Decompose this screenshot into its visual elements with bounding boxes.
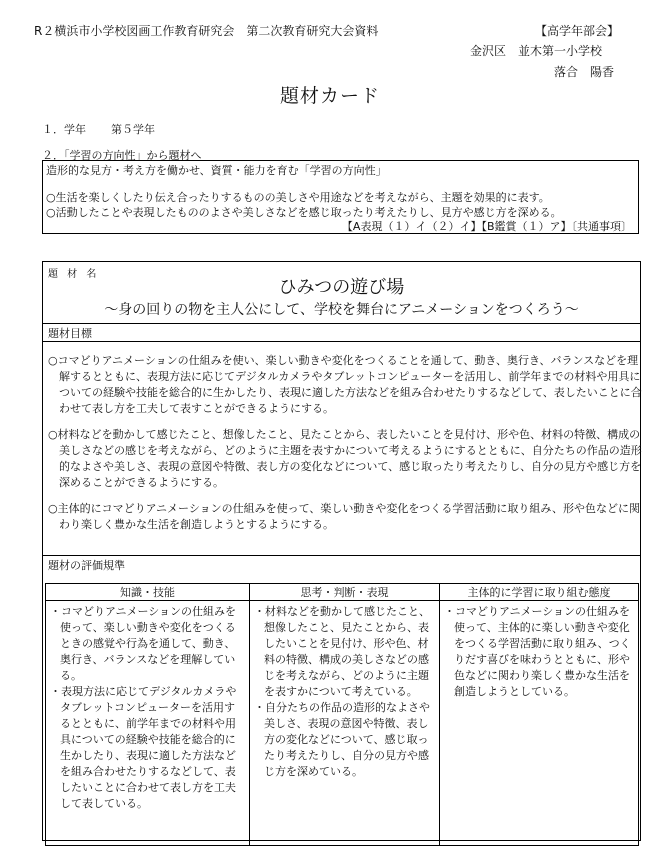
goals-header bbox=[43, 323, 640, 342]
eval-criterion: ・材料などを動かして感じたこと、想像したこと、見たことから、表したいことを見付け、形や色、材料の特徴、構成の美しさなどの感じを考えながら、どのように主題を表すかについて考えている。 bbox=[254, 605, 430, 698]
direction-box bbox=[42, 160, 639, 234]
eval-header-attitude: 主体的に学習に取り組む態度 bbox=[440, 584, 639, 601]
meeting-title: R２横浜市小学校図画工作教育研究会 第二次教育研究大会資料 bbox=[34, 24, 379, 38]
topic-row bbox=[43, 262, 640, 324]
school-name: 金沢区 並木第一小学校 bbox=[470, 44, 603, 58]
goals-section bbox=[43, 342, 640, 556]
eval-criterion: ・コマどりアニメーションの仕組みを使って、楽しい動きや変化をつくるときの感覚や行為を通して、動き、奥行き、バランスなどを理解している。 bbox=[50, 605, 237, 682]
eval-header-knowledge: 知識・技能 bbox=[46, 584, 250, 601]
eval-cell-thinking bbox=[250, 601, 440, 846]
topic-card bbox=[42, 261, 641, 841]
direction-item: ○活動したことや表現したもののよさや美しさなどを感じ取ったり考えたりし、見方や感じ方を深める。 bbox=[46, 206, 562, 219]
evaluation-header bbox=[43, 555, 640, 575]
teacher-name: 落合 陽香 bbox=[554, 65, 615, 79]
curriculum-reference: 【A表現（１）イ（２）イ】【B鑑賞（１）ア】〔共通事項〕 bbox=[341, 220, 632, 233]
grade-value: 第５学年 bbox=[111, 123, 155, 136]
grade-label: １．学年 bbox=[42, 123, 86, 136]
eval-criterion: ・自分たちの作品の造形的なよさや美しさ、表現の意図や特徴、表し方の変化などについて、感じ取ったり考えたりし、自分の見方や感じ方を深めている。 bbox=[254, 701, 430, 778]
topic-subtitle: ～身の回りの物を主人公にして、学校を舞台にアニメーションをつくろう～ bbox=[104, 302, 579, 318]
goals-label: 題材目標 bbox=[48, 327, 92, 340]
document-title: 題材カード bbox=[280, 85, 381, 107]
goal-item: ○コマどりアニメーションの仕組みを使い、楽しい動きや変化をつくることを通して、動き、奥行き、バランスなどを理解するとともに、表現方法に応じてデジタルカメラやタブレットコンピューターを活用し、前学年までの材料や用具についての経験や技能を総合的に生かしたり、表現に適した方法などを組み合わせたりするなどして、表したいことに合わせて表し方を工夫して表すことができるようにする。 bbox=[48, 354, 642, 415]
evaluation-label: 題材の評価規準 bbox=[48, 559, 125, 572]
direction-label: ２．「学習の方向性」から題材へ bbox=[42, 149, 202, 162]
eval-criterion: ・表現方法に応じてデジタルカメラやタブレットコンピューターを活用するとともに、前学年までの材料や用具についての経験や技能を総合的に生かしたり、表現に適した方法などを組み合わせたりするなどして、表したいことに合わせて表し方を工夫して表している。 bbox=[50, 685, 237, 810]
direction-item: ○生活を楽しくしたり伝え合ったりするものの美しさや用途などを考えながら、主題を効果的に表す。 bbox=[46, 191, 550, 204]
evaluation-table bbox=[45, 583, 639, 846]
division-label: 【高学年部会】 bbox=[535, 24, 620, 38]
eval-header-thinking: 思考・判断・表現 bbox=[250, 584, 440, 601]
topic-name: ひみつの遊び場 bbox=[278, 277, 405, 298]
topic-label: 題 材 名 bbox=[48, 269, 100, 280]
goal-item: ○主体的にコマどりアニメーションの仕組みを使って、楽しい動きや変化をつくる学習活動に取り組み、形や色などに関わり楽しく豊かな生活を創造しようとするようにする。 bbox=[48, 502, 641, 531]
direction-heading: 造形的な見方・考え方を働かせ、資質・能力を育む「学習の方向性」 bbox=[46, 164, 387, 177]
eval-criterion: ・コマどりアニメーションの仕組みを使って、主体的に楽しい動きや変化をつくる学習活動に取り組み、つくりだす喜びを味わうとともに、形や色などに関わり楽しく豊かな生活を創造しようとしている。 bbox=[444, 605, 631, 698]
eval-cell-knowledge bbox=[46, 601, 250, 846]
goal-item: ○材料などを動かして感じたこと、想像したこと、見たことから、表したいことを見付け、形や色、材料の特徴、構成の美しさなどの感じを考えながら、どのように主題を表すかについて考えるようにするとともに、自分たちの作品の造形的なよさや美しさ、表現の意図や特徴、表し方の変化などについて、感じ取ったり考えたりし、自分の見方や感じ方を深めることができるようにする。 bbox=[48, 428, 642, 489]
eval-cell-attitude bbox=[440, 601, 639, 846]
